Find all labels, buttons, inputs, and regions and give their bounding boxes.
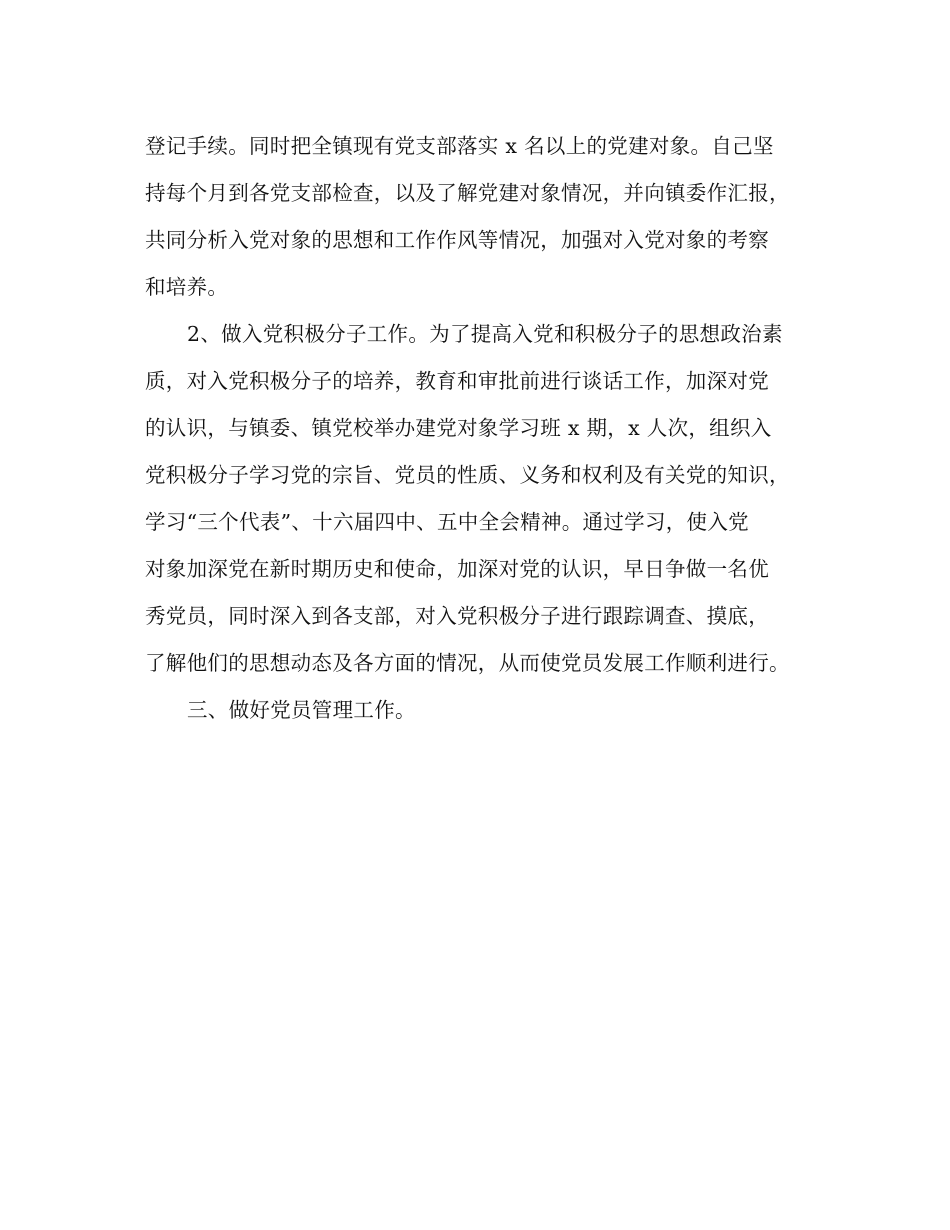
- section-heading: 三、做好党员管理工作。: [187, 698, 416, 722]
- text-line-1: 登记手续。同时把全镇现有党支部落实 x 名以上的党建对象。自己坚: [145, 134, 774, 158]
- text-line-6: 质，对入党积极分子的培养，教育和审批前进行谈话工作，加深对党: [145, 369, 769, 393]
- text-line-9: 学习“三个代表”、十六届四中、五中全会精神。通过学习，使入党: [145, 510, 749, 534]
- text-line-7: 的认识，与镇委、镇党校举办建党对象学习班 x 期，x 人次，组织入: [145, 416, 772, 440]
- text-line-11: 秀党员，同时深入到各支部，对入党积极分子进行跟踪调查、摸底，: [145, 604, 769, 628]
- text-line-4: 和培养。: [145, 275, 229, 299]
- text-line-8: 党积极分子学习党的宗旨、党员的性质、义务和权利及有关党的知识，: [145, 463, 790, 487]
- text-line-12: 了解他们的思想动态及各方面的情况，从而使党员发展工作顺利进行。: [145, 651, 790, 675]
- text-line-3: 共同分析入党对象的思想和工作作风等情况，加强对入党对象的考察: [145, 228, 769, 252]
- text-line-2: 持每个月到各党支部检查，以及了解党建对象情况，并向镇委作汇报，: [145, 181, 790, 205]
- text-line-5: 2、做入党积极分子工作。为了提高入党和积极分子的思想政治素: [187, 322, 783, 346]
- text-line-10: 对象加深党在新时期历史和使命，加深对党的认识，早日争做一名优: [145, 557, 769, 581]
